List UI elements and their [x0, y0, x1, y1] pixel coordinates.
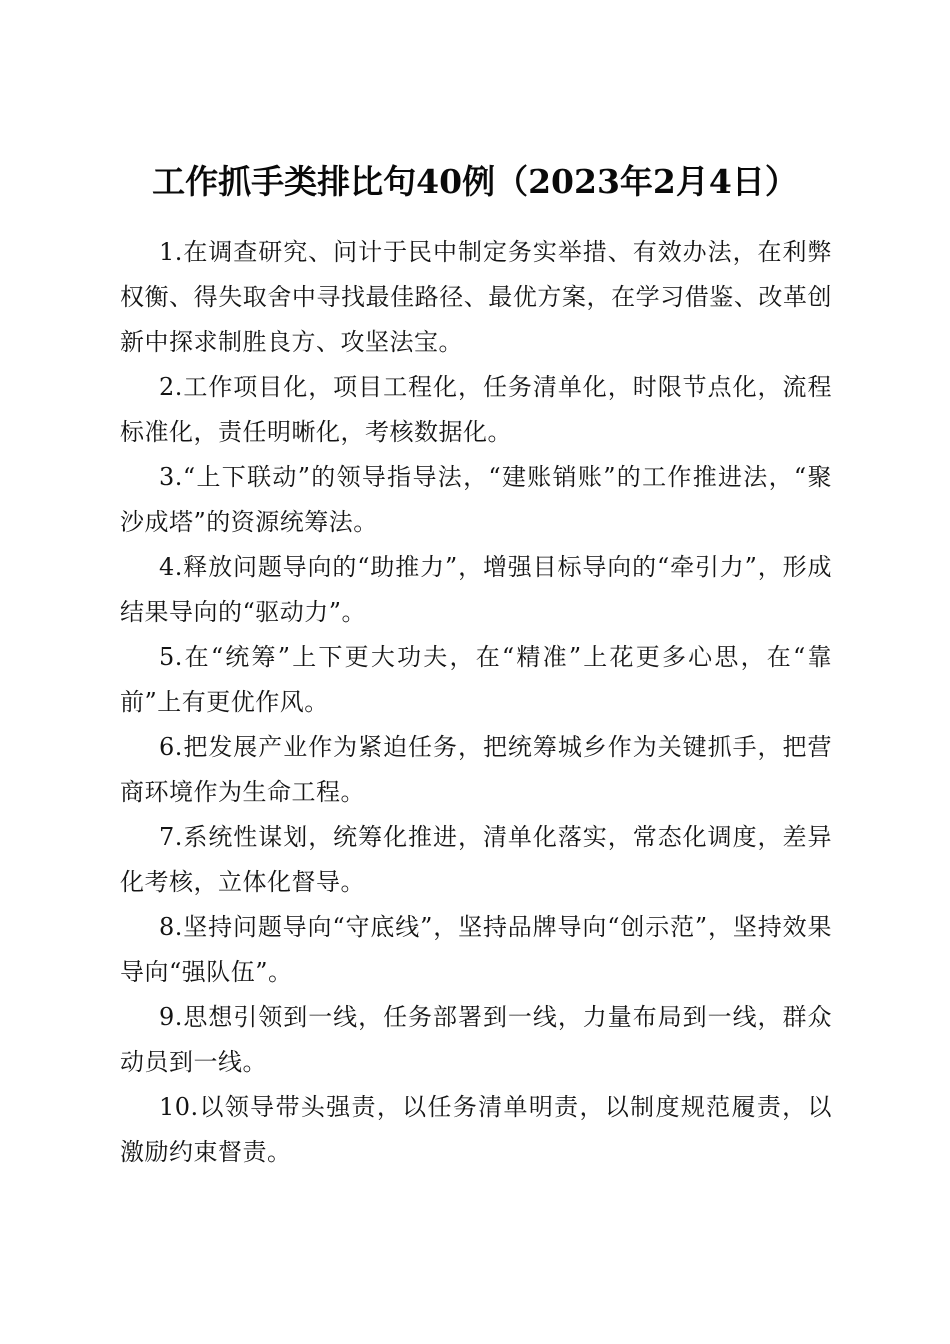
document-title: 工作抓手类排比句40例（2023年2月4日）: [152, 162, 798, 202]
list-item-7: 7.系统性谋划，统筹化推进，清单化落实，常态化调度，差异化考核，立体化督导。: [120, 823, 832, 896]
list-item-10: 10.以领导带头强责，以任务清单明责，以制度规范履责，以激励约束督责。: [120, 1093, 832, 1166]
document-body: [120, 230, 832, 1175]
list-item-6: 6.把发展产业作为紧迫任务，把统筹城乡作为关键抓手，把营商环境作为生命工程。: [120, 733, 832, 806]
list-item-8: 8.坚持问题导向“守底线”，坚持品牌导向“创示范”，坚持效果导向“强队伍”。: [120, 913, 832, 986]
list-item-1: 1.在调查研究、问计于民中制定务实举措、有效办法，在利弊权衡、得失取舍中寻找最佳路径、最优方案，在学习借鉴、改革创新中探求制胜良方、攻坚法宝。: [120, 238, 832, 356]
list-item-9: 9.思想引领到一线，任务部署到一线，力量布局到一线，群众动员到一线。: [120, 1003, 832, 1076]
list-item-4: 4.释放问题导向的“助推力”，增强目标导向的“牵引力”，形成结果导向的“驱动力”。: [120, 553, 832, 626]
list-item-2: 2.工作项目化，项目工程化，任务清单化，时限节点化，流程标准化，责任明晰化，考核数据化。: [120, 373, 832, 446]
list-item-5: 5.在“统筹”上下更大功夫，在“精准”上花更多心思，在“靠前”上有更优作风。: [120, 643, 832, 716]
list-item-3: 3.“上下联动”的领导指导法，“建账销账”的工作推进法，“聚沙成塔”的资源统筹法。: [120, 463, 832, 536]
